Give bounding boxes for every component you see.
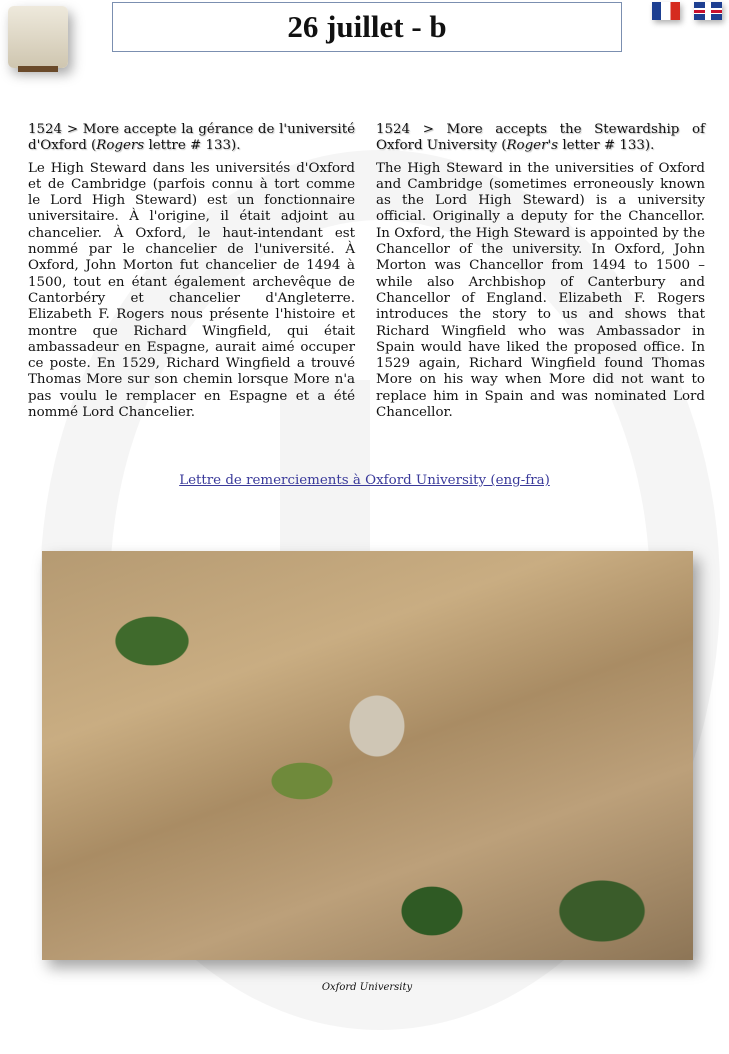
english-heading-ref: letter # 133). bbox=[558, 138, 655, 154]
french-flag-icon[interactable] bbox=[652, 2, 680, 20]
link-container bbox=[0, 473, 729, 488]
page-title: 26 juillet - b bbox=[287, 9, 447, 44]
english-heading bbox=[376, 122, 705, 155]
english-body: The High Steward in the universities of Oxford and Cambridge (sometimes erroneously known as the Lord High Steward) is a university official. Originally a deputy for the Chancellor. In Oxford, the High Steward is appointed by the Chancellor of the university. In Oxford, John Morton was Chancellor from 1494 to 1500 – while also Archbishop of Canterbury and Chancellor of England. Elizabeth F. Rogers introduces the story to us and shows that Richard Wingfield who was Ambassador in Spain would have liked the proposed office. In 1529 again, Richard Wingfield found Thomas More on his way when More did not want to replace him in Spain and was nominated Lord Chancellor. bbox=[376, 160, 705, 421]
oxford-aerial-photo bbox=[42, 551, 693, 960]
french-heading-ref: lettre # 133). bbox=[144, 138, 241, 154]
french-body: Le High Steward dans les universités d'Oxford et de Cambridge (parfois connu à tort comme le Lord High Steward) est un fonctionnaire universitaire. À l'origine, il était adjoint au chancelier. À Oxford, le haut-intendant est nommé par le chancelier de l'université. À Oxford, John Morton fut chancelier de 1494 à 1500, tout en étant également archevêque de Cantorbéry et chancelier d'Angleterre. Elizabeth F. Rogers nous présente l'histoire et montre que Richard Wingfield, qui était ambassadeur en Espagne, aurait aimé occuper ce poste. En 1529, Richard Wingfield a trouvé Thomas More sur son chemin lorsque More n'a pas voulu le remplacer en Espagne et a été nommé Lord Chancelier. bbox=[28, 160, 355, 421]
english-column bbox=[376, 122, 705, 427]
french-heading bbox=[28, 122, 355, 155]
french-column bbox=[28, 122, 355, 427]
utopia-book-icon[interactable] bbox=[8, 6, 68, 68]
paren: ( bbox=[86, 138, 97, 154]
french-heading-italic: Rogers bbox=[96, 138, 145, 154]
paren: ( bbox=[496, 138, 507, 154]
photo-caption: Oxford University bbox=[321, 982, 413, 993]
thank-you-letter-link[interactable]: Lettre de remerciements à Oxford University (eng-fra) bbox=[179, 473, 550, 488]
uk-flag-icon[interactable] bbox=[694, 2, 722, 20]
french-heading-text: 1524 > More accepte la gérance de l'université d'Oxford bbox=[28, 122, 355, 154]
title-box bbox=[112, 2, 622, 52]
english-heading-text: 1524 > More accepts the Stewardship of Oxford University bbox=[376, 122, 705, 154]
english-heading-italic: Roger's bbox=[506, 138, 559, 154]
